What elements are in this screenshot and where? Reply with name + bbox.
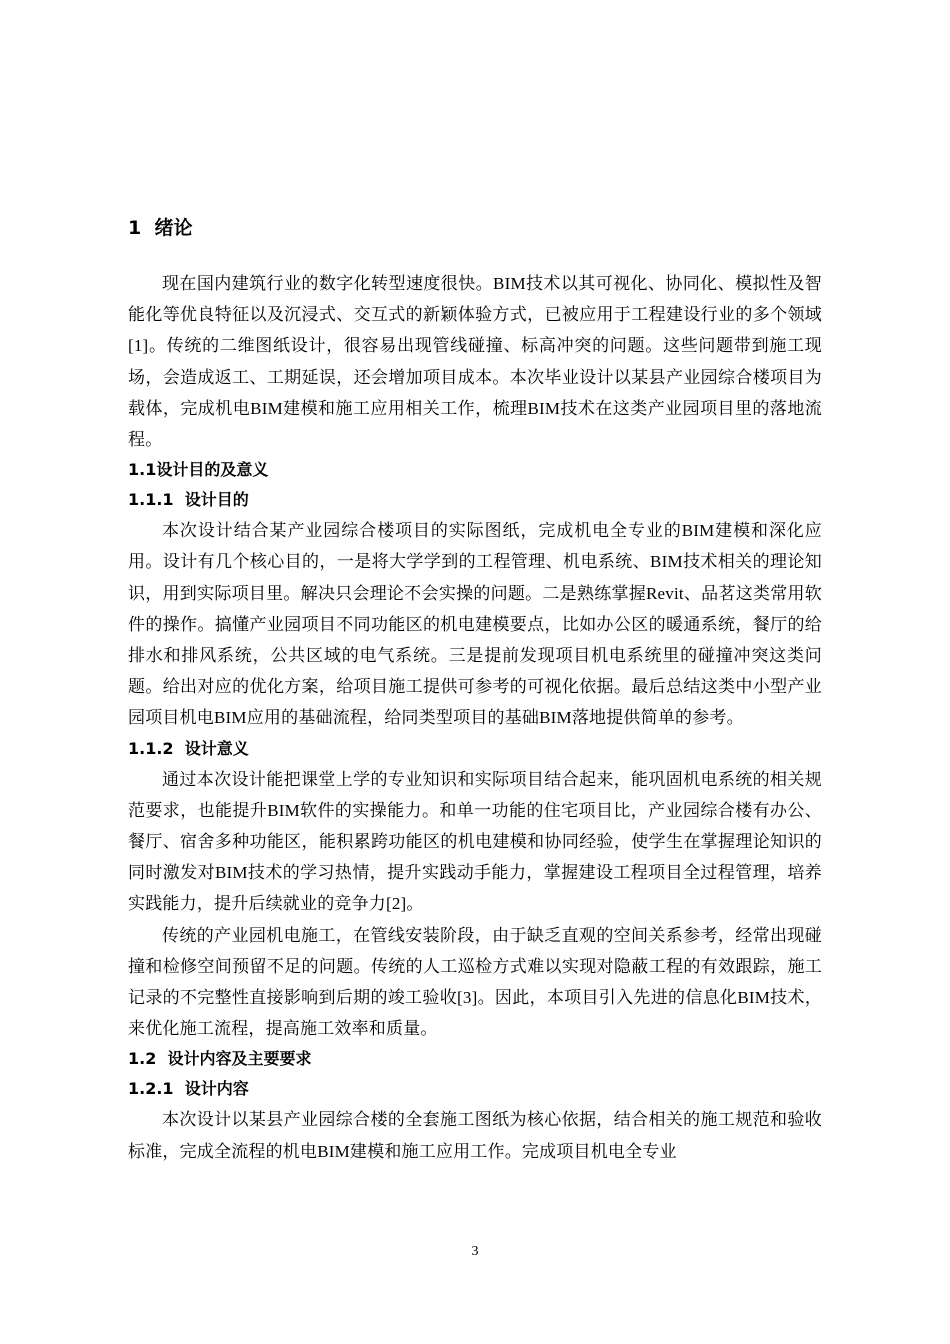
chapter-heading: 1 绪论: [128, 217, 193, 239]
section-1-2-1-heading: 1.2.1 设计内容: [128, 1079, 249, 1099]
intro-paragraph: 现在国内建筑行业的数字化转型速度很快。BIM技术以其可视化、协同化、模拟性及智能化等优良特征以及沉浸式、交互式的新颖体验方式，已被应用于工程建设行业的多个领域[1]。传统的二维图纸设计，很容易出现管线碰撞、标高冲突的问题。这些问题带到施工现场，会造成返工、工期延误，还会增加项目成本。本次毕业设计以某县产业园综合楼项目为载体，完成机电BIM建模和施工应用相关工作，梳理BIM技术在这类产业园项目里的落地流程。: [128, 274, 822, 450]
section-1-1-2-paragraph-1: 通过本次设计能把课堂上学的专业知识和实际项目结合起来，能巩固机电系统的相关规范要求，也能提升BIM软件的实操能力。和单一功能的住宅项目比，产业园综合楼有办公、餐厅、宿舍多种功能区，能积累跨功能区的机电建模和协同经验，使学生在掌握理论知识的同时激发对BIM技术的学习热情，提升实践动手能力，掌握建设工程项目全过程管理，培养实践能力，提升后续就业的竞争力[2]。: [128, 769, 822, 914]
section-1-1-1-paragraph: 本次设计结合某产业园综合楼项目的实际图纸，完成机电全专业的BIM建模和深化应用。设计有几个核心目的，一是将大学学到的工程管理、机电系统、BIM技术相关的理论知识，用到实际项目里。解决只会理论不会实操的问题。二是熟练掌握Revit、品茗这类常用软件的操作。搞懂产业园项目不同功能区的机电建模要点，比如办公区的暖通系统，餐厅的给排水和排风系统，公共区域的电气系统。三是提前发现项目机电系统里的碰撞冲突这类问题。给出对应的优化方案，给项目施工提供可参考的可视化依据。最后总结这类中小型产业园项目机电BIM应用的基础流程，给同类型项目的基础BIM落地提供简单的参考。: [128, 521, 822, 728]
section-1-1-heading: 1.1设计目的及意义: [128, 460, 269, 480]
section-1-1-2-heading: 1.1.2 设计意义: [128, 738, 249, 758]
page-number: 3: [471, 1244, 479, 1259]
section-1-1-2-paragraph-2: 传统的产业园机电施工，在管线安装阶段，由于缺乏直观的空间关系参考，经常出现碰撞和检修空间预留不足的问题。传统的人工巡检方式难以实现对隐蔽工程的有效跟踪，施工记录的不完整性直接影响到后期的竣工验收[3]。因此，本项目引入先进的信息化BIM技术，来优化施工流程，提高施工效率和质量。: [128, 925, 822, 1039]
section-1-2-heading: 1.2 设计内容及主要要求: [128, 1049, 312, 1069]
page-body: [128, 214, 822, 1167]
section-1-2-1-paragraph: 本次设计以某县产业园综合楼的全套施工图纸为核心依据，结合相关的施工规范和验收标准，完成全流程的机电BIM建模和施工应用工作。完成项目机电全专业: [128, 1110, 822, 1161]
section-1-1-1-heading: 1.1.1 设计目的: [128, 490, 249, 510]
